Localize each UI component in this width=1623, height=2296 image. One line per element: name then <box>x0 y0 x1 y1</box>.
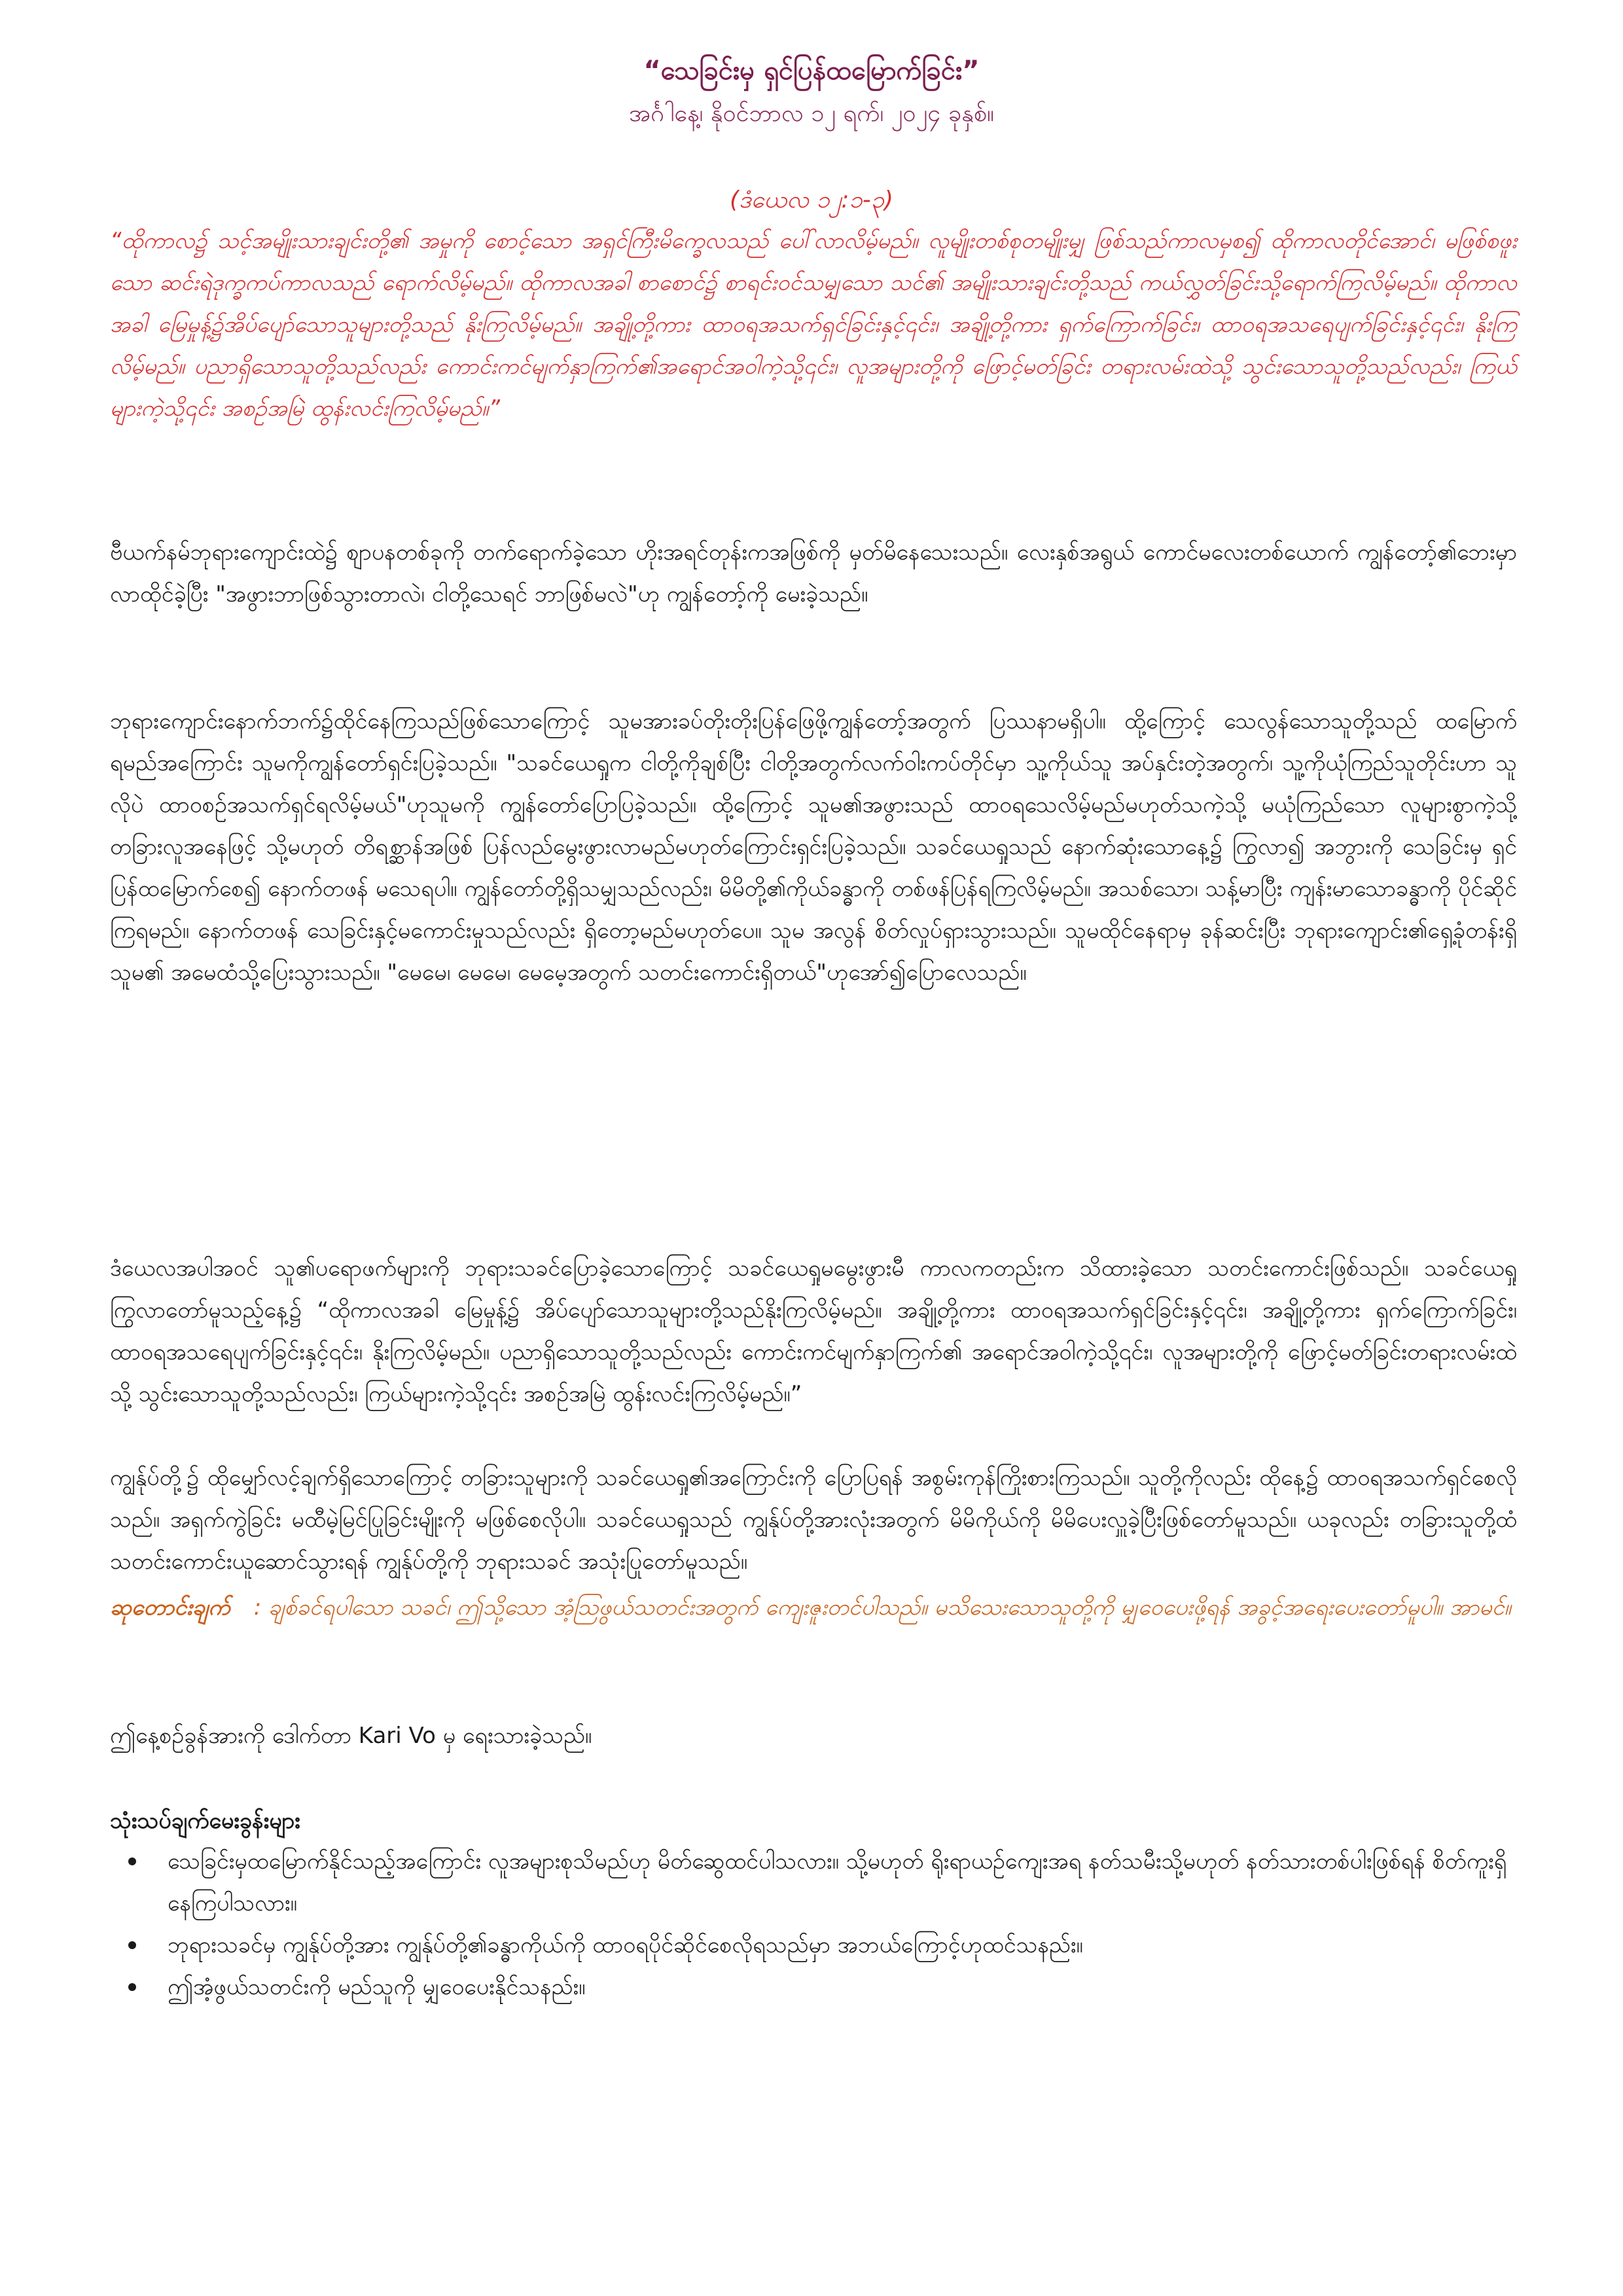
bullet-icon <box>128 1857 136 1865</box>
page-title: “သေခြင်းမှ ရှင်ပြန်ထမြောက်ခြင်း” <box>643 56 980 86</box>
body-paragraph-1: ဗီယက်နမ်ဘုရားကျောင်းထဲ၌ စျာပနတစ်ခုကို တက်ရောက်ခဲ့သော ဟိုးအရင်တုန်းကအဖြစ်ကို မှတ်မိနေသေးသည်။ လေးနှစ်အရွယ် ကောင်မလေးတစ်ယောက် ကျွန်တော့်၏ဘေးမှာ လာထိုင်ခဲ့ပြီး "အဖွားဘာဖြစ်သွားတာလဲ၊ ငါတို့သေရင် ဘာဖြစ်မလဲ"ဟု ကျွန်တော့်ကို မေးခဲ့သည်။ <box>110 539 1517 607</box>
author-credit: ဤနေ့စဉ်ခွန်အားကို ဒေါက်တာ Kari Vo မှ ရေးသားခဲ့သည်။ <box>110 1723 592 1749</box>
body-paragraph-2: ဘုရားကျောင်းနောက်ဘက်၌ထိုင်နေကြသည်ဖြစ်သောကြောင့် သူမအားခပ်တိုးတိုးပြန်ဖြေဖို့ကျွန်တော့်အတွက် ပြဿနာမရှိပါ။ ထို့ကြောင့် သေလွန်သောသူတို့သည် ထမြောက်ရမည်အကြောင်း သူမကိုကျွန်တော်ရှင်းပြခဲ့သည်။ "သခင်ယေရှုက ငါတို့ကိုချစ်ပြီး ငါတို့အတွက်လက်ဝါးကပ်တိုင်မှာ သူ့ကိုယ်သူ အပ်နှင်းတဲ့အတွက်၊ သူ့ကိုယုံကြည်သူတိုင်းဟာ သူလိုပဲ ထာဝစဉ်အသက်ရှင်ရလိမ့်မယ်"ဟုသူမကို ကျွန်တော်ပြောပြခဲ့သည်။ ထို့ကြောင့် သူမ၏အဖွားသည် ထာဝရသေလိမ့်မည်မဟုတ်သကဲ့သို့ မယုံကြည်သော လူများစွာကဲ့သို့ တခြားလူအနေဖြင့် သို့မဟုတ် တိရစ္ဆာန်အဖြစ် ပြန်လည်မွေးဖွားလာမည်မဟုတ်ကြောင်းရှင်းပြခဲ့သည်။ သခင်ယေရှုသည် နောက်ဆုံးသောနေ့၌ ကြွလာ၍ အဘွားကို သေခြင်းမှ ရှင်ပြန်ထမြောက်စေ၍ နောက်တဖန် မသေရပါ။ ကျွန်တော်တို့ရှိသမျှသည်လည်း၊ မိမိတို့၏ကိုယ်ခန္ဓာကို တစ်ဖန်ပြန်ရကြလိမ့်မည်။ အသစ်သော၊ သန့်မာပြီး ကျန်းမာသောခန္ဓာကို ပိုင်ဆိုင်ကြရမည်။ နောက်တဖန် သေခြင်းနှင့်မကောင်းမှုသည်လည်း ရှိတော့မည်မဟုတ်ပေ။ သူမ အလွန် စိတ်လှုပ်ရှားသွားသည်။ သူမထိုင်နေရာမှ ခုန်ဆင်းပြီး ဘုရားကျောင်း၏ရှေ့ခုံတန်းရှိသူမ၏ အမေထံသို့ပြေးသွားသည်။ "မေမေ၊ မေမေ၊ မေမေ့အတွက် သတင်းကောင်းရှိတယ်"ဟုအော်၍ပြောလေသည်။ <box>110 708 1517 986</box>
question-text: ဘုရားသခင်မှ ကျွန်ုပ်တို့အား ကျွန်ုပ်တို့၏ခန္ဓာကိုယ်ကို ထာဝရပိုင်ဆိုင်စေလိုရသည်မှာ အဘယ်ကြောင့်ဟုထင်သနည်း။ <box>168 1932 1083 1958</box>
questions-list <box>110 1840 1517 2008</box>
prayer-text: : ချစ်ခင်ရပါသော သခင်၊ ဤသို့သော အံ့ဩဖွယ်သတင်းအတွက် ကျေးဇူးတင်ပါသည်။ မသိသေးသောသူတို့ကို မျှဝေပေးဖို့ရန် အခွင့်အရေးပေးတော်မူပါ။ အာမင်။ <box>253 1594 1511 1621</box>
question-item <box>110 1840 1517 1924</box>
scripture-reference: (ဒံယေလ ၁၂:၁-၃) <box>729 187 894 213</box>
prayer-label: ဆုတောင်းချက် <box>110 1594 230 1621</box>
body-paragraph-3: ဒံယေလအပါအဝင် သူ၏ပရောဖက်များကို ဘုရားသခင်ပြောခဲ့သောကြောင့် သခင်ယေရှုမမွေးဖွားမီ ကာလကတည်းက သိထားခဲ့သော သတင်းကောင်းဖြစ်သည်။ သခင်ယေရှု ကြွလာတော်မူသည့်နေ့၌ “ထိုကာလအခါ မြေမှုန့်၌ အိပ်ပျော်သောသူများတို့သည်နိုးကြလိမ့်မည်။ အချို့တို့ကား ထာဝရအသက်ရှင်ခြင်းနှင့်၎င်း၊ အချို့တို့ကား ရှက်ကြောက်ခြင်း၊ ထာဝရအသရေပျက်ခြင်းနှင့်၎င်း၊ နိုးကြလိမ့်မည်။ ပညာရှိသောသူတို့သည်လည်း ကောင်းကင်မျက်နှာကြက်၏ အရောင်အဝါကဲ့သို့၎င်း၊ လူအများတို့ကို ဖြောင့်မတ်ခြင်းတရားလမ်းထဲသို့ သွင်းသောသူတို့သည်လည်း၊ ကြယ်များကဲ့သို့၎င်း အစဉ်အမြဲ ထွန်းလင်းကြလိမ့်မည်။” <box>110 1255 1517 1407</box>
question-text: သေခြင်းမှထမြောက်နိုင်သည့်အကြောင်း လူအများစုသိမည်ဟု မိတ်ဆွေထင်ပါသလား။ သို့မဟုတ် ရိုးရာယဉ်ကျေးအရ နတ်သမီးသို့မဟုတ် နတ်သားတစ်ပါးဖြစ်ရန် စိတ်ကူးရှိနေကြပါသလား။ <box>168 1848 1507 1916</box>
prayer-block <box>110 1587 1517 1628</box>
scripture-passage: “ထိုကာလ၌ သင့်အမျိုးသားချင်းတို့၏ အမှုကို စောင့်သော အရှင်ကြီးမိက္ခေလသည် ပေါ်လာလိမ့်မည်။ လူမျိုးတစ်စုတမျိုးမျှ ဖြစ်သည်ကာလမှစ၍ ထိုကာလတိုင်အောင်၊ မဖြစ်စဖူးသော ဆင်းရဲဒုက္ခကပ်ကာလသည် ရောက်လိမ့်မည်။ ထိုကာလအခါ စာစောင်၌ စာရင်းဝင်သမျှသော သင်၏ အမျိုးသားချင်းတို့သည် ကယ်လွှတ်ခြင်းသို့ရောက်ကြလိမ့်မည်။ ထိုကာလအခါ မြေမှုန့်၌အိပ်ပျော်သောသူများတို့သည် နိုးကြလိမ့်မည်။ အချို့တို့ကား ထာဝရအသက်ရှင်ခြင်းနှင့်၎င်း၊ အချို့တို့ကား ရှက်ကြောက်ခြင်း၊ ထာဝရအသရေပျက်ခြင်းနှင့်၎င်း၊ နိုးကြလိမ့်မည်။ ပညာရှိသောသူတို့သည်လည်း ကောင်းကင်မျက်နှာကြက်၏အရောင်အဝါကဲ့သို့၎င်း၊ လူအများတို့ကို ဖြောင့်မတ်ခြင်း တရားလမ်းထဲသို့ သွင်းသောသူတို့သည်လည်း၊ ကြယ်များကဲ့သို့၎င်း အစဉ်အမြဲ ထွန်းလင်းကြလိမ့်မည်။” <box>110 228 1517 422</box>
bullet-icon <box>128 1983 136 1991</box>
question-text: ဤအံ့ဖွယ်သတင်းကို မည်သူကို မျှဝေပေးနိုင်သနည်း။ <box>168 1974 586 2000</box>
question-item <box>110 1924 1517 1966</box>
bullet-icon <box>128 1941 136 1949</box>
question-item <box>110 1966 1517 2008</box>
questions-heading: သုံးသပ်ချက်မေးခွန်းများ <box>110 1808 300 1834</box>
body-paragraph-4: ကျွန်ုပ်တို့၌ ထိုမျှော်လင့်ချက်ရှိသောကြောင့် တခြားသူများကို သခင်ယေရှု၏အကြောင်းကို ပြောပြရန် အစွမ်းကုန်ကြိုးစားကြသည်။ သူတို့ကိုလည်း ထိုနေ့၌ ထာဝရအသက်ရှင်စေလိုသည်။ အရှက်ကွဲခြင်း မထီမဲ့မြင်ပြုခြင်းမျိုးကို မဖြစ်စေလိုပါ။ သခင်ယေရှုသည် ကျွန်ုပ်တို့အားလုံးအတွက် မိမိကိုယ်ကို မိမိပေးလှူခဲ့ပြီးဖြစ်တော်မူသည်။ ယခုလည်း တခြားသူတို့ထံ သတင်းကောင်းယူဆောင်သွားရန် ကျွန်ုပ်တို့ကို ဘုရားသခင် အသုံးပြုတော်မူသည်။ <box>110 1465 1517 1575</box>
date-line: အင်္ဂါနေ့၊ နိုဝင်ဘာလ ၁၂ ရက်၊ ၂၀၂၄ ခုနှစ်။ <box>629 100 994 127</box>
